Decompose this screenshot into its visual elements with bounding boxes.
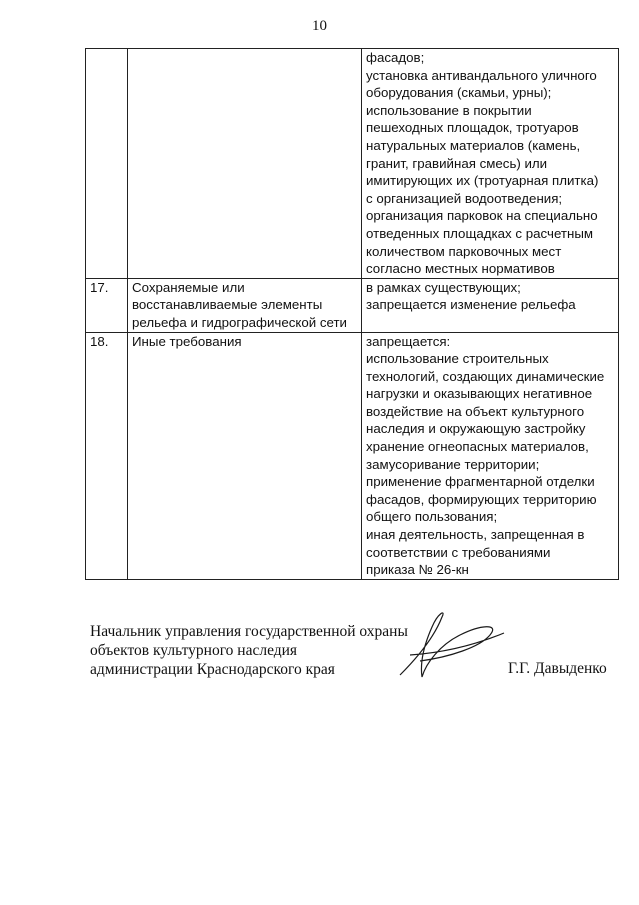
element-name-line: Сохраняемые или (132, 279, 245, 295)
requirement-line: запрещается: (366, 333, 451, 349)
row-number-cell: 17. (86, 278, 128, 332)
element-name-cell (128, 278, 362, 332)
element-name-line: Иные требования (132, 333, 242, 349)
requirement-line: организация парковок на специально (366, 208, 598, 224)
requirement-line: фасадов; (366, 50, 425, 65)
requirement-line: гранит, гравийная смесь) или (366, 155, 548, 171)
requirement-line: с организацией водоотведения; (366, 190, 563, 206)
requirement-cell (362, 49, 619, 279)
requirement-line: использование в покрытии (366, 102, 532, 118)
requirement-line: нагрузки и оказывающих негативное (366, 386, 593, 402)
requirement-line: согласно местных нормативов (366, 261, 555, 277)
row-number-cell (86, 49, 128, 279)
signatory-title-line: администрации Краснодарского края (90, 661, 335, 678)
requirement-line: иная деятельность, запрещенная в (366, 527, 585, 543)
requirement-line: наследия и окружающую застройку (366, 421, 586, 437)
signatory-name: Г.Г. Давыденко (508, 660, 607, 677)
requirement-line: натуральных материалов (камень, (366, 137, 581, 153)
requirement-line: замусоривание территории; (366, 456, 540, 472)
requirement-line: пешеходных площадок, тротуаров (366, 120, 579, 136)
requirement-line: хранение огнеопасных материалов, (366, 439, 589, 455)
requirement-line: технологий, создающих динамические (366, 368, 605, 384)
requirement-line: установка антивандального уличного (366, 67, 597, 83)
requirement-cell (362, 278, 619, 332)
table-body (86, 49, 619, 580)
requirement-line: в рамках существующих; (366, 279, 521, 295)
requirement-line: фасадов, формирующих территорию (366, 491, 597, 507)
requirement-line: использование строительных (366, 351, 549, 367)
row-number-cell: 18. (86, 332, 128, 579)
requirement-line: количеством парковочных мест (366, 243, 562, 259)
requirement-line: применение фрагментарной отделки (366, 474, 595, 490)
requirement-line: общего пользования; (366, 509, 498, 525)
requirement-line: приказа № 26-кн (366, 562, 469, 578)
element-name-cell (128, 49, 362, 279)
requirement-line: запрещается изменение рельефа (366, 297, 576, 313)
table-row (86, 278, 619, 332)
element-name-line: восстанавливаемые элементы (132, 297, 323, 313)
page-number: 10 (312, 18, 327, 34)
handwritten-signature (380, 605, 510, 685)
requirement-line: оборудования (скамьи, урны); (366, 85, 552, 101)
signatory-title-line: объектов культурного наследия (90, 642, 298, 659)
requirement-line: воздействие на объект культурного (366, 403, 585, 419)
element-name-line: рельефа и гидрографической сети (132, 314, 347, 330)
requirements-table (85, 48, 619, 580)
requirement-line: соответствии с требованиями (366, 544, 551, 560)
table-row (86, 49, 619, 279)
signatory-title (90, 622, 408, 679)
requirement-cell (362, 332, 619, 579)
table-row (86, 332, 619, 579)
element-name-cell (128, 332, 362, 579)
requirement-line: отведенных площадках с расчетным (366, 225, 594, 241)
signatory-title-line: Начальник управления государственной охраны (90, 623, 408, 640)
requirement-line: имитирующих их (тротуарная плитка) (366, 173, 599, 189)
